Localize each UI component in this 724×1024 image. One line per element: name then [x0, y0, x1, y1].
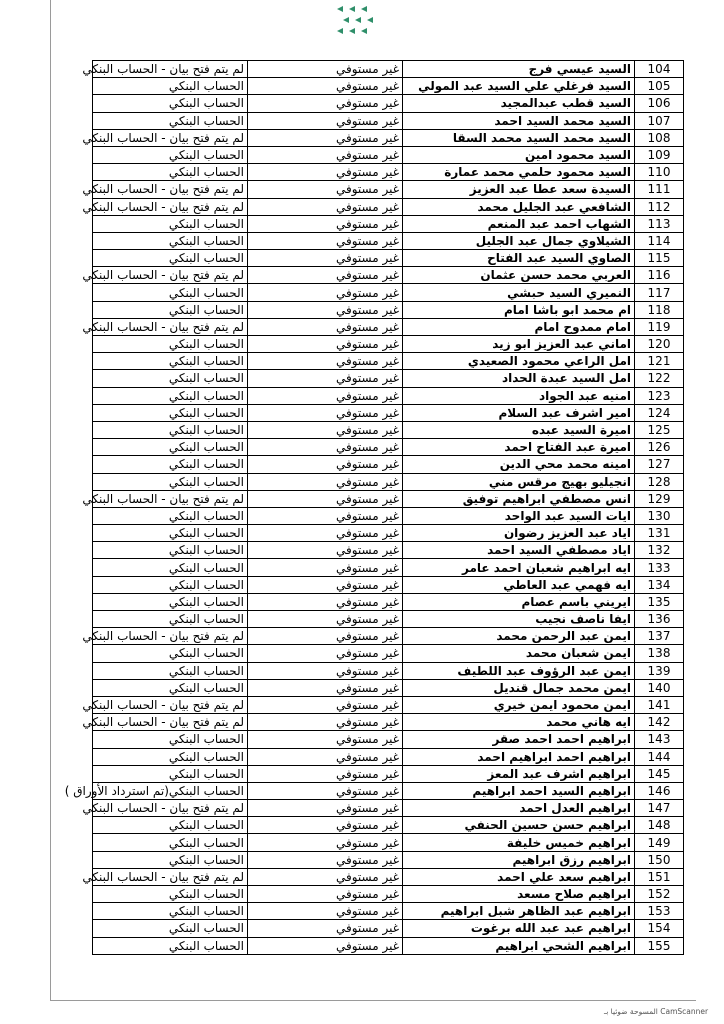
table-row — [93, 920, 684, 937]
row-number: 118 — [635, 301, 684, 318]
bank-account-cell: لم يتم فتح بيان - الحساب البنكي — [93, 868, 248, 885]
person-name: الشهاب احمد عبد المنعم — [403, 215, 635, 232]
status-cell: غير مستوفي — [248, 542, 403, 559]
person-name: ايمن عبد الرحمن محمد — [403, 628, 635, 645]
table-row — [93, 868, 684, 885]
status-cell: غير مستوفي — [248, 576, 403, 593]
person-name: السيد محمد السيد احمد — [403, 112, 635, 129]
table-row — [93, 525, 684, 542]
bank-account-cell: الحساب البنكي — [93, 886, 248, 903]
row-number: 148 — [635, 817, 684, 834]
table-row — [93, 782, 684, 799]
table-row — [93, 387, 684, 404]
status-cell: غير مستوفي — [248, 937, 403, 954]
person-name: السيد عيسي فرج — [403, 61, 635, 78]
row-number: 138 — [635, 645, 684, 662]
bank-account-cell: الحساب البنكي — [93, 301, 248, 318]
table-row — [93, 765, 684, 782]
table-row — [93, 817, 684, 834]
table-row — [93, 198, 684, 215]
person-name: اميرة السيد عبده — [403, 421, 635, 438]
status-cell: غير مستوفي — [248, 800, 403, 817]
person-name: ايمن محمود ايمن خيري — [403, 696, 635, 713]
person-name: امينه محمد محي الدين — [403, 456, 635, 473]
row-number: 122 — [635, 370, 684, 387]
row-number: 142 — [635, 714, 684, 731]
table-row — [93, 336, 684, 353]
status-cell: غير مستوفي — [248, 284, 403, 301]
row-number: 152 — [635, 886, 684, 903]
row-number: 106 — [635, 95, 684, 112]
status-cell: غير مستوفي — [248, 628, 403, 645]
person-name: ابراهيم عبد عبد الله برغوت — [403, 920, 635, 937]
status-cell: غير مستوفي — [248, 61, 403, 78]
table-row — [93, 146, 684, 163]
row-number: 143 — [635, 731, 684, 748]
status-cell: غير مستوفي — [248, 439, 403, 456]
status-cell: غير مستوفي — [248, 353, 403, 370]
person-name: السيد محمود حلمي محمد عمارة — [403, 164, 635, 181]
person-name: السيد فرغلي علي السيد عبد المولي — [403, 78, 635, 95]
logo-icon — [333, 3, 377, 37]
bank-account-cell: الحساب البنكي — [93, 834, 248, 851]
bank-account-cell: لم يتم فتح بيان - الحساب البنكي — [93, 129, 248, 146]
status-cell: غير مستوفي — [248, 164, 403, 181]
person-name: انس مصطفي ابراهيم توفيق — [403, 490, 635, 507]
row-number: 116 — [635, 267, 684, 284]
bank-account-cell: الحساب البنكي — [93, 95, 248, 112]
bank-account-cell: الحساب البنكي — [93, 215, 248, 232]
row-number: 144 — [635, 748, 684, 765]
table-row — [93, 662, 684, 679]
bank-account-cell: الحساب البنكي — [93, 731, 248, 748]
table-row — [93, 559, 684, 576]
bank-account-cell: الحساب البنكي — [93, 507, 248, 524]
status-cell: غير مستوفي — [248, 851, 403, 868]
row-number: 136 — [635, 611, 684, 628]
bank-account-cell: الحساب البنكي — [93, 559, 248, 576]
table-row — [93, 95, 684, 112]
person-name: الشيلاوي جمال عبد الجليل — [403, 232, 635, 249]
row-number: 137 — [635, 628, 684, 645]
status-cell: غير مستوفي — [248, 868, 403, 885]
row-number: 107 — [635, 112, 684, 129]
bank-account-cell: لم يتم فتح بيان - الحساب البنكي — [93, 198, 248, 215]
bank-account-cell: الحساب البنكي — [93, 851, 248, 868]
status-cell: غير مستوفي — [248, 318, 403, 335]
status-cell: غير مستوفي — [248, 714, 403, 731]
row-number: 133 — [635, 559, 684, 576]
person-name: ايه ابراهيم شعبان احمد عامر — [403, 559, 635, 576]
person-name: ايمن عبد الرؤوف عبد اللطيف — [403, 662, 635, 679]
bank-account-cell: لم يتم فتح بيان - الحساب البنكي — [93, 61, 248, 78]
row-number: 112 — [635, 198, 684, 215]
person-name: ابراهيم عبد الظاهر شبل ابراهيم — [403, 903, 635, 920]
status-cell: غير مستوفي — [248, 78, 403, 95]
table-row — [93, 886, 684, 903]
bank-account-cell: الحساب البنكي — [93, 937, 248, 954]
bank-account-cell: لم يتم فتح بيان - الحساب البنكي — [93, 267, 248, 284]
person-name: ايفا ناصف نجيب — [403, 611, 635, 628]
person-name: الشافعي عبد الجليل محمد — [403, 198, 635, 215]
row-number: 134 — [635, 576, 684, 593]
status-cell: غير مستوفي — [248, 903, 403, 920]
row-number: 147 — [635, 800, 684, 817]
row-number: 110 — [635, 164, 684, 181]
table-row — [93, 628, 684, 645]
row-number: 124 — [635, 404, 684, 421]
person-name: اميرة عبد الفتاح احمد — [403, 439, 635, 456]
person-name: ايات السيد عبد الواحد — [403, 507, 635, 524]
table-row — [93, 318, 684, 335]
table-row — [93, 507, 684, 524]
bank-account-cell: الحساب البنكي — [93, 404, 248, 421]
status-cell: غير مستوفي — [248, 473, 403, 490]
table-row — [93, 903, 684, 920]
bank-account-cell: الحساب البنكي — [93, 78, 248, 95]
table-row — [93, 370, 684, 387]
status-cell: غير مستوفي — [248, 404, 403, 421]
row-number: 140 — [635, 679, 684, 696]
row-number: 109 — [635, 146, 684, 163]
person-name: ابراهيم اشرف عبد المعز — [403, 765, 635, 782]
row-number: 151 — [635, 868, 684, 885]
status-cell: غير مستوفي — [248, 920, 403, 937]
status-cell: غير مستوفي — [248, 129, 403, 146]
person-name: اياد عبد العزيز رضوان — [403, 525, 635, 542]
status-cell: غير مستوفي — [248, 456, 403, 473]
row-number: 129 — [635, 490, 684, 507]
bank-account-cell: الحساب البنكي — [93, 679, 248, 696]
bank-account-cell: الحساب البنكي — [93, 473, 248, 490]
table-row — [93, 439, 684, 456]
status-cell: غير مستوفي — [248, 886, 403, 903]
person-name: اماني عبد العزيز ابو زيد — [403, 336, 635, 353]
bank-account-cell: الحساب البنكي — [93, 439, 248, 456]
person-name: ابراهيم حسن حسين الحنفي — [403, 817, 635, 834]
table-row — [93, 800, 684, 817]
bank-account-cell: لم يتم فتح بيان - الحساب البنكي — [93, 714, 248, 731]
bank-account-cell: الحساب البنكي — [93, 576, 248, 593]
status-cell: غير مستوفي — [248, 336, 403, 353]
row-number: 135 — [635, 593, 684, 610]
status-cell: غير مستوفي — [248, 490, 403, 507]
row-number: 125 — [635, 421, 684, 438]
table-row — [93, 851, 684, 868]
bank-account-cell: الحساب البنكي — [93, 662, 248, 679]
bank-account-cell: الحساب البنكي — [93, 353, 248, 370]
bank-account-cell: الحساب البنكي — [93, 336, 248, 353]
table-row — [93, 696, 684, 713]
row-number: 139 — [635, 662, 684, 679]
status-cell: غير مستوفي — [248, 387, 403, 404]
bank-account-cell: الحساب البنكي — [93, 112, 248, 129]
bank-account-cell: لم يتم فتح بيان - الحساب البنكي — [93, 490, 248, 507]
row-number: 145 — [635, 765, 684, 782]
bank-account-cell: الحساب البنكي — [93, 456, 248, 473]
person-name: ابراهيم صلاح مسعد — [403, 886, 635, 903]
table-row — [93, 232, 684, 249]
status-cell: غير مستوفي — [248, 421, 403, 438]
row-number: 150 — [635, 851, 684, 868]
table-row — [93, 404, 684, 421]
table-row — [93, 611, 684, 628]
person-name: ايمن محمد جمال قنديل — [403, 679, 635, 696]
table-row — [93, 456, 684, 473]
table-row — [93, 250, 684, 267]
row-number: 115 — [635, 250, 684, 267]
bank-account-cell: لم يتم فتح بيان - الحساب البنكي — [93, 181, 248, 198]
status-cell: غير مستوفي — [248, 611, 403, 628]
row-number: 111 — [635, 181, 684, 198]
person-name: ابراهيم الشحي ابراهيم — [403, 937, 635, 954]
bank-account-cell: الحساب البنكي — [93, 421, 248, 438]
person-name: ايه فهمي عبد العاطي — [403, 576, 635, 593]
row-number: 104 — [635, 61, 684, 78]
status-cell: غير مستوفي — [248, 198, 403, 215]
bank-account-cell: الحساب البنكي — [93, 920, 248, 937]
table-row — [93, 164, 684, 181]
status-cell: غير مستوفي — [248, 834, 403, 851]
table-row — [93, 576, 684, 593]
status-cell: غير مستوفي — [248, 696, 403, 713]
status-cell: غير مستوفي — [248, 301, 403, 318]
table-row — [93, 78, 684, 95]
table-row — [93, 181, 684, 198]
bank-account-cell: لم يتم فتح بيان - الحساب البنكي — [93, 318, 248, 335]
person-name: ايريني باسم عصام — [403, 593, 635, 610]
table-row — [93, 61, 684, 78]
row-number: 146 — [635, 782, 684, 799]
bank-account-cell: الحساب البنكي — [93, 370, 248, 387]
status-cell: غير مستوفي — [248, 507, 403, 524]
bank-account-cell: لم يتم فتح بيان - الحساب البنكي — [93, 696, 248, 713]
status-cell: غير مستوفي — [248, 232, 403, 249]
row-number: 132 — [635, 542, 684, 559]
table-row — [93, 353, 684, 370]
person-name: امام ممدوح امام — [403, 318, 635, 335]
person-name: امل الراعي محمود الصعيدي — [403, 353, 635, 370]
row-number: 121 — [635, 353, 684, 370]
scanner-footer: CamScanner المسوحة ضوئيا بـ — [604, 1007, 709, 1016]
table-row — [93, 593, 684, 610]
person-name: ايمن شعبان محمد — [403, 645, 635, 662]
status-cell: غير مستوفي — [248, 765, 403, 782]
row-number: 123 — [635, 387, 684, 404]
person-name: امنيه عبد الجواد — [403, 387, 635, 404]
person-name: السيدة سعد عطا عبد العزيز — [403, 181, 635, 198]
table-row — [93, 112, 684, 129]
table-row — [93, 679, 684, 696]
roster-body — [64, 61, 684, 955]
status-cell: غير مستوفي — [248, 731, 403, 748]
bank-account-cell: لم يتم فتح بيان - الحساب البنكي — [93, 628, 248, 645]
row-number: 105 — [635, 78, 684, 95]
row-number: 154 — [635, 920, 684, 937]
person-name: ايه هاني محمد — [403, 714, 635, 731]
row-number: 126 — [635, 439, 684, 456]
person-name: ابراهيم رزق ابراهيم — [403, 851, 635, 868]
person-name: اياد مصطفي السيد احمد — [403, 542, 635, 559]
table-row — [93, 129, 684, 146]
status-cell: غير مستوفي — [248, 95, 403, 112]
person-name: ابراهيم احمد ابراهيم احمد — [403, 748, 635, 765]
status-cell: غير مستوفي — [248, 112, 403, 129]
bank-account-cell: الحساب البنكي — [93, 232, 248, 249]
status-cell: غير مستوفي — [248, 817, 403, 834]
bank-account-cell: الحساب البنكي — [93, 611, 248, 628]
status-cell: غير مستوفي — [248, 370, 403, 387]
bank-account-cell: الحساب البنكي — [93, 903, 248, 920]
person-name: ام محمد ابو باشا امام — [403, 301, 635, 318]
table-row — [93, 542, 684, 559]
table-row — [93, 748, 684, 765]
person-name: السيد قطب عبدالمجيد — [403, 95, 635, 112]
bank-account-cell: الحساب البنكي — [93, 817, 248, 834]
status-cell: غير مستوفي — [248, 250, 403, 267]
bank-account-cell: الحساب البنكي(تم استرداد الأوراق ) — [93, 782, 248, 799]
row-number: 128 — [635, 473, 684, 490]
bank-account-cell: لم يتم فتح بيان - الحساب البنكي — [93, 800, 248, 817]
person-name: ابراهيم السيد احمد ابراهيم — [403, 782, 635, 799]
bank-account-cell: الحساب البنكي — [93, 765, 248, 782]
person-name: ابراهيم سعد علي احمد — [403, 868, 635, 885]
row-number: 119 — [635, 318, 684, 335]
row-number: 153 — [635, 903, 684, 920]
table-row — [93, 421, 684, 438]
person-name: ابراهيم احمد احمد صقر — [403, 731, 635, 748]
bank-account-cell: الحساب البنكي — [93, 387, 248, 404]
row-number: 120 — [635, 336, 684, 353]
bank-account-cell: الحساب البنكي — [93, 284, 248, 301]
status-cell: غير مستوفي — [248, 181, 403, 198]
row-number: 149 — [635, 834, 684, 851]
status-cell: غير مستوفي — [248, 525, 403, 542]
person-name: السيد محمود امين — [403, 146, 635, 163]
bank-account-cell: الحساب البنكي — [93, 525, 248, 542]
row-number: 113 — [635, 215, 684, 232]
table-row — [93, 731, 684, 748]
table-row — [93, 301, 684, 318]
bank-account-cell: الحساب البنكي — [93, 542, 248, 559]
table-row — [93, 490, 684, 507]
table-row — [93, 937, 684, 954]
status-cell: غير مستوفي — [248, 748, 403, 765]
person-name: ابراهيم العدل احمد — [403, 800, 635, 817]
person-name: امير اشرف عبد السلام — [403, 404, 635, 421]
table-row — [93, 645, 684, 662]
row-number: 114 — [635, 232, 684, 249]
bank-account-cell: الحساب البنكي — [93, 748, 248, 765]
person-name: السيد محمد السيد محمد السقا — [403, 129, 635, 146]
bank-account-cell: الحساب البنكي — [93, 645, 248, 662]
status-cell: غير مستوفي — [248, 267, 403, 284]
bank-account-cell: الحساب البنكي — [93, 250, 248, 267]
row-number: 130 — [635, 507, 684, 524]
row-number: 131 — [635, 525, 684, 542]
person-name: امل السيد عبدة الحداد — [403, 370, 635, 387]
status-cell: غير مستوفي — [248, 559, 403, 576]
table-row — [93, 215, 684, 232]
table-row — [93, 834, 684, 851]
status-cell: غير مستوفي — [248, 593, 403, 610]
table-row — [93, 284, 684, 301]
person-name: العربي محمد حسن عثمان — [403, 267, 635, 284]
status-cell: غير مستوفي — [248, 782, 403, 799]
table-row — [93, 267, 684, 284]
person-name: انجيليو بهيج مرقس مني — [403, 473, 635, 490]
status-cell: غير مستوفي — [248, 679, 403, 696]
bank-account-cell: الحساب البنكي — [93, 593, 248, 610]
row-number: 155 — [635, 937, 684, 954]
table-row — [93, 714, 684, 731]
bank-account-cell: الحساب البنكي — [93, 164, 248, 181]
status-cell: غير مستوفي — [248, 146, 403, 163]
person-name: الصاوي السيد عبد الفتاح — [403, 250, 635, 267]
person-name: ابراهيم خميس خليفة — [403, 834, 635, 851]
bank-account-cell: الحساب البنكي — [93, 146, 248, 163]
row-number: 108 — [635, 129, 684, 146]
status-cell: غير مستوفي — [248, 645, 403, 662]
status-cell: غير مستوفي — [248, 215, 403, 232]
person-name: النميري السيد حبشي — [403, 284, 635, 301]
roster-table — [64, 60, 684, 955]
status-cell: غير مستوفي — [248, 662, 403, 679]
row-number: 127 — [635, 456, 684, 473]
row-number: 117 — [635, 284, 684, 301]
row-number: 141 — [635, 696, 684, 713]
table-row — [93, 473, 684, 490]
